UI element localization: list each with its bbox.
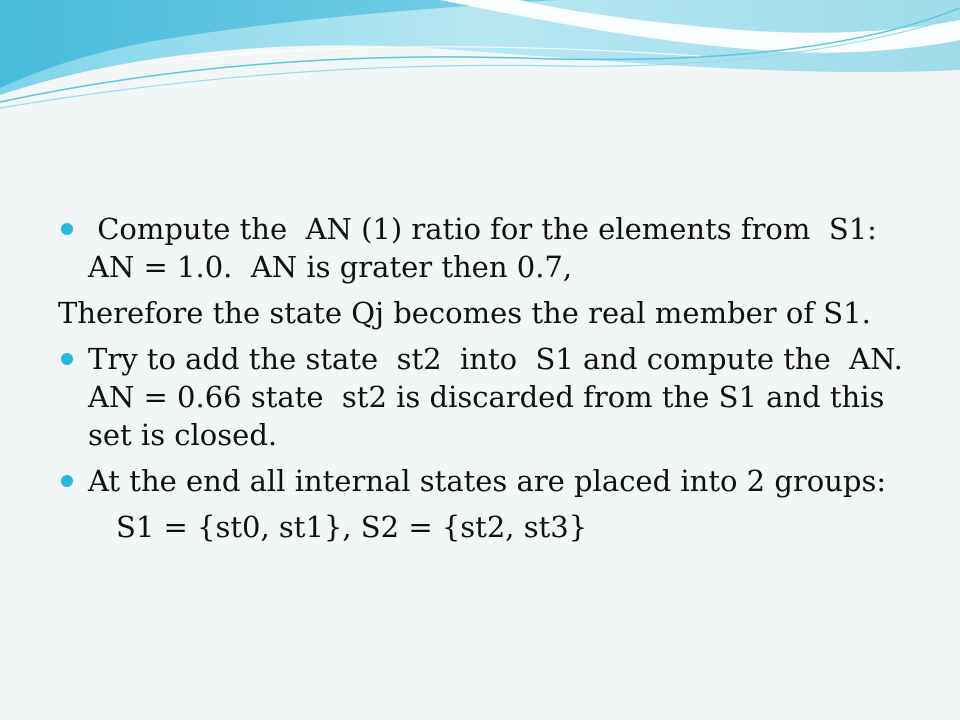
bullet-dot-icon	[61, 475, 73, 487]
text-line: Try to add the state st2 into S1 and compute the AN.	[88, 342, 903, 376]
bullet-dot-icon	[61, 353, 73, 365]
text-line: AN = 1.0. AN is grater then 0.7,	[88, 250, 573, 284]
bullet-item-groups	[58, 462, 938, 500]
bullet-dot-icon	[61, 223, 73, 235]
text-line: Compute the AN (1) ratio for the elements from S1:	[88, 212, 877, 246]
group-definition	[58, 508, 938, 546]
text-line: Therefore the state Qj becomes the real member of S1.	[58, 296, 871, 330]
text-line: At the end all internal states are placed into 2 groups:	[88, 464, 887, 498]
text-line: S1 = {st0, st1}, S2 = {st2, st3}	[116, 510, 588, 544]
text-line: set is closed.	[88, 418, 278, 452]
bullet-item-compute-an	[58, 210, 938, 286]
paragraph-therefore	[58, 294, 938, 332]
header-wave-decoration	[0, 0, 960, 120]
slide-content	[58, 210, 938, 546]
bullet-item-add-state	[58, 340, 938, 454]
text-line: AN = 0.66 state st2 is discarded from the S1 and this	[88, 380, 885, 414]
